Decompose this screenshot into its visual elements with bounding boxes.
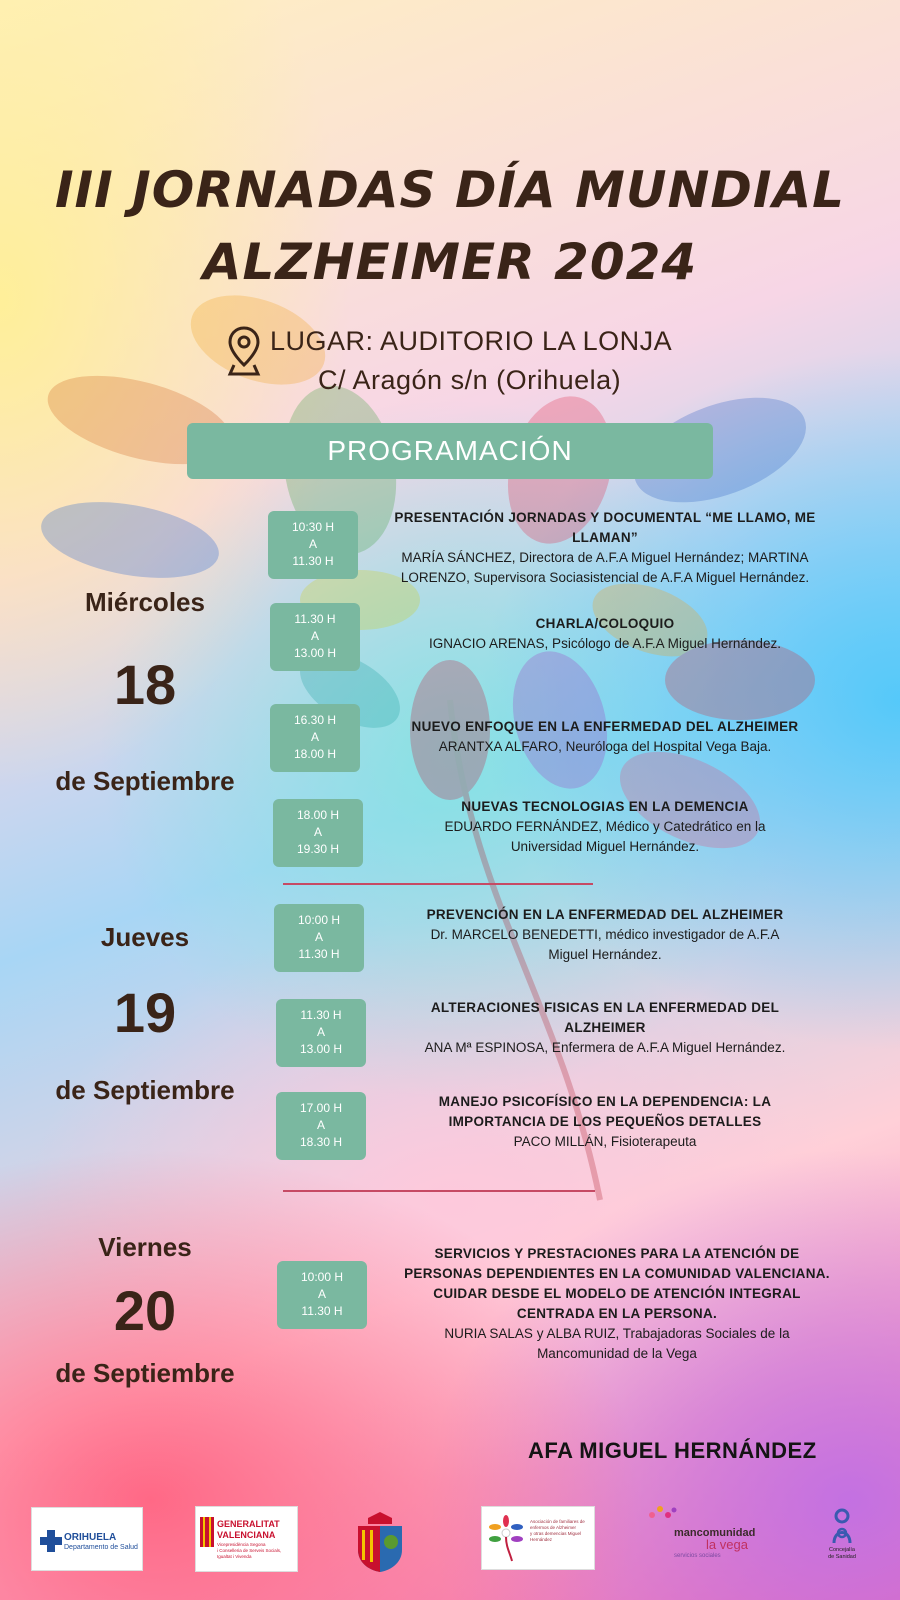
session-event bbox=[360, 797, 850, 857]
session-speaker: PACO MILLÁN, Fisioterapeuta bbox=[513, 1134, 697, 1149]
day-friday bbox=[0, 1232, 290, 1263]
session-title: SERVICIOS Y PRESTACIONES PARA LA ATENCIÓN DE bbox=[434, 1246, 800, 1261]
mancomunidad-la-vega-logo bbox=[646, 1505, 758, 1565]
logo-text: ORIHUELA bbox=[64, 1532, 117, 1543]
page-title-line-2: ALZHEIMER 2024 bbox=[202, 233, 698, 291]
session-speaker: NURIA SALAS y ALBA RUIZ, Trabajadoras Sociales de la bbox=[444, 1326, 790, 1341]
time-start: 18.00 H bbox=[296, 808, 340, 822]
session-title: IMPORTANCIA DE LOS PEQUEÑOS DETALLES bbox=[448, 1114, 762, 1129]
time-end: 19.30 H bbox=[296, 842, 340, 856]
session-speaker: Mancomunidad de la Vega bbox=[537, 1346, 697, 1361]
time-separator: A bbox=[310, 730, 319, 744]
session-title: LLAMAN” bbox=[572, 530, 638, 545]
day-number: 20 bbox=[113, 1279, 177, 1342]
mancomunidad-stars-icon bbox=[646, 1505, 680, 1525]
time-end: 18.00 H bbox=[293, 747, 337, 761]
logo-text: Vicepresidència Segona bbox=[217, 1542, 266, 1547]
time-start: 10:00 H bbox=[300, 1270, 344, 1284]
logo-text: VALENCIANA bbox=[217, 1530, 276, 1540]
session-title: PRESENTACIÓN JORNADAS Y DOCUMENTAL “ME LLAMO, ME bbox=[394, 510, 816, 525]
session-time bbox=[274, 904, 364, 972]
time-start: 17.00 H bbox=[299, 1101, 343, 1115]
logo-text: i Conselleria de Serveis Socials, bbox=[217, 1548, 282, 1553]
session-speaker: Dr. MARCELO BENEDETTI, médico investigador de A.F.A bbox=[430, 927, 780, 942]
session-speaker: EDUARDO FERNÁNDEZ, Médico y Catedrático en la bbox=[444, 819, 766, 834]
session-title: NUEVAS TECNOLOGIAS EN LA DEMENCIA bbox=[461, 799, 749, 814]
orihuela-coat-of-arms-icon bbox=[348, 1510, 412, 1574]
time-separator: A bbox=[308, 537, 317, 551]
logo-text: Departamento de Salud bbox=[64, 1544, 138, 1551]
day-thursday-number bbox=[0, 980, 290, 1045]
afa-flower-icon bbox=[486, 1515, 526, 1563]
logo-text: GENERALITAT bbox=[217, 1519, 280, 1529]
logo-text: de Sanidad bbox=[828, 1554, 856, 1560]
session-title: MANEJO PSICOFÍSICO EN LA DEPENDENCIA: LA bbox=[438, 1094, 772, 1109]
day-number: 19 bbox=[113, 981, 177, 1044]
generalitat-emblem-icon bbox=[200, 1517, 214, 1547]
time-end: 13.00 H bbox=[299, 1042, 343, 1056]
time-separator: A bbox=[317, 1287, 326, 1301]
logo-text: mancomunidad bbox=[674, 1527, 756, 1539]
generalitat-logo bbox=[195, 1506, 298, 1572]
session-title: ALTERACIONES FISICAS EN LA ENFERMEDAD DEL bbox=[430, 1000, 780, 1015]
session-event bbox=[360, 998, 850, 1058]
session-speaker: ANA Mª ESPINOSA, Enfermera de A.F.A Miguel Hernández. bbox=[424, 1040, 786, 1055]
map-pin-icon bbox=[226, 325, 262, 377]
orihuela-health-logo bbox=[31, 1507, 143, 1571]
session-title: ALZHEIMER bbox=[564, 1020, 646, 1035]
health-cross-icon bbox=[40, 1530, 62, 1552]
location-venue: LUGAR: AUDITORIO LA LONJA bbox=[270, 326, 673, 356]
time-end: 11.30 H bbox=[301, 1304, 343, 1318]
program-header: PROGRAMACIÓN bbox=[187, 423, 713, 479]
session-speaker: Miguel Hernández. bbox=[548, 947, 662, 962]
session-event bbox=[372, 1244, 862, 1364]
time-end: 13.00 H bbox=[293, 646, 337, 660]
location-address: C/ Aragón s/n (Orihuela) bbox=[318, 365, 622, 395]
session-title: CENTRADA EN LA PERSONA. bbox=[516, 1306, 718, 1321]
day-name: Miércoles bbox=[85, 587, 205, 617]
time-separator: A bbox=[316, 1025, 325, 1039]
day-number: 18 bbox=[113, 653, 177, 716]
session-speaker: LORENZO, Supervisora Sociasistencial de A.F.A Miguel Hernández. bbox=[400, 570, 810, 585]
session-event bbox=[360, 614, 850, 654]
session-event bbox=[360, 905, 850, 965]
day-wednesday-month bbox=[0, 766, 290, 797]
time-separator: A bbox=[313, 825, 322, 839]
logo-text: la vega bbox=[706, 1537, 748, 1552]
logo-text: enfermos de Alzheimer bbox=[530, 1525, 577, 1530]
time-start: 11.30 H bbox=[294, 612, 336, 626]
session-time bbox=[276, 1092, 366, 1160]
session-title: CUIDAR DESDE EL MODELO DE ATENCIÓN INTEGRAL bbox=[433, 1286, 801, 1301]
afa-miguel-hernandez-logo bbox=[481, 1506, 595, 1570]
day-name: Viernes bbox=[98, 1232, 192, 1262]
session-event bbox=[360, 1092, 850, 1152]
time-start: 10:30 H bbox=[291, 520, 335, 534]
session-event bbox=[360, 508, 850, 588]
time-separator: A bbox=[316, 1118, 325, 1132]
day-month: de Septiembre bbox=[55, 1075, 235, 1105]
time-start: 10:00 H bbox=[297, 913, 341, 927]
day-friday-month bbox=[0, 1358, 290, 1389]
session-title: PERSONAS DEPENDIENTES EN LA COMUNIDAD VALENCIANA. bbox=[404, 1266, 830, 1281]
concejalia-figure-icon bbox=[830, 1507, 854, 1545]
session-title: PREVENCIÓN EN LA ENFERMEDAD DEL ALZHEIMER bbox=[426, 907, 784, 922]
day-wednesday bbox=[0, 587, 290, 618]
logo-text: Concejalía bbox=[829, 1547, 855, 1553]
session-time bbox=[270, 704, 360, 772]
day-divider bbox=[283, 883, 593, 885]
session-speaker: ARANTXA ALFARO, Neuróloga del Hospital Vega Baja. bbox=[438, 739, 772, 754]
day-friday-number bbox=[0, 1278, 290, 1343]
day-month: de Septiembre bbox=[55, 766, 235, 796]
session-speaker: IGNACIO ARENAS, Psicólogo de A.F.A Miguel Hernández. bbox=[429, 636, 781, 651]
time-end: 18.30 H bbox=[299, 1135, 343, 1149]
session-time bbox=[273, 799, 363, 867]
session-time bbox=[277, 1261, 367, 1329]
logo-text: Asociación de familiares de bbox=[530, 1519, 585, 1524]
logo-text: servicios sociales bbox=[674, 1553, 721, 1559]
day-month: de Septiembre bbox=[55, 1358, 235, 1388]
time-separator: A bbox=[314, 930, 323, 944]
day-name: Jueves bbox=[100, 922, 190, 952]
time-start: 16.30 H bbox=[293, 713, 337, 727]
day-thursday bbox=[0, 922, 290, 953]
session-time bbox=[270, 603, 360, 671]
session-time bbox=[276, 999, 366, 1067]
day-divider bbox=[283, 1190, 595, 1192]
logo-text: Igualtat i Vivenda bbox=[217, 1554, 252, 1559]
page-title-line-1: III JORNADAS DÍA MUNDIAL bbox=[54, 161, 846, 219]
session-time bbox=[268, 511, 358, 579]
time-start: 11.30 H bbox=[300, 1008, 342, 1022]
logo-text: Hernández bbox=[530, 1537, 553, 1542]
session-event bbox=[360, 717, 850, 757]
organizer-name: AFA MIGUEL HERNÁNDEZ bbox=[528, 1438, 817, 1463]
concejalia-sanidad-logo bbox=[820, 1507, 864, 1567]
time-end: 11.30 H bbox=[298, 947, 340, 961]
day-thursday-month bbox=[0, 1075, 290, 1106]
session-speaker: Universidad Miguel Hernández. bbox=[510, 839, 700, 854]
session-title: NUEVO ENFOQUE EN LA ENFERMEDAD DEL ALZHEIMER bbox=[411, 719, 799, 734]
time-separator: A bbox=[310, 629, 319, 643]
day-wednesday-number bbox=[0, 652, 290, 717]
session-speaker: MARÍA SÁNCHEZ, Directora de A.F.A Miguel Hernández; MARTINA bbox=[401, 550, 809, 565]
logo-text: y otras demencias Miguel bbox=[530, 1531, 582, 1536]
time-end: 11.30 H bbox=[292, 554, 334, 568]
session-title: CHARLA/COLOQUIO bbox=[535, 616, 675, 631]
